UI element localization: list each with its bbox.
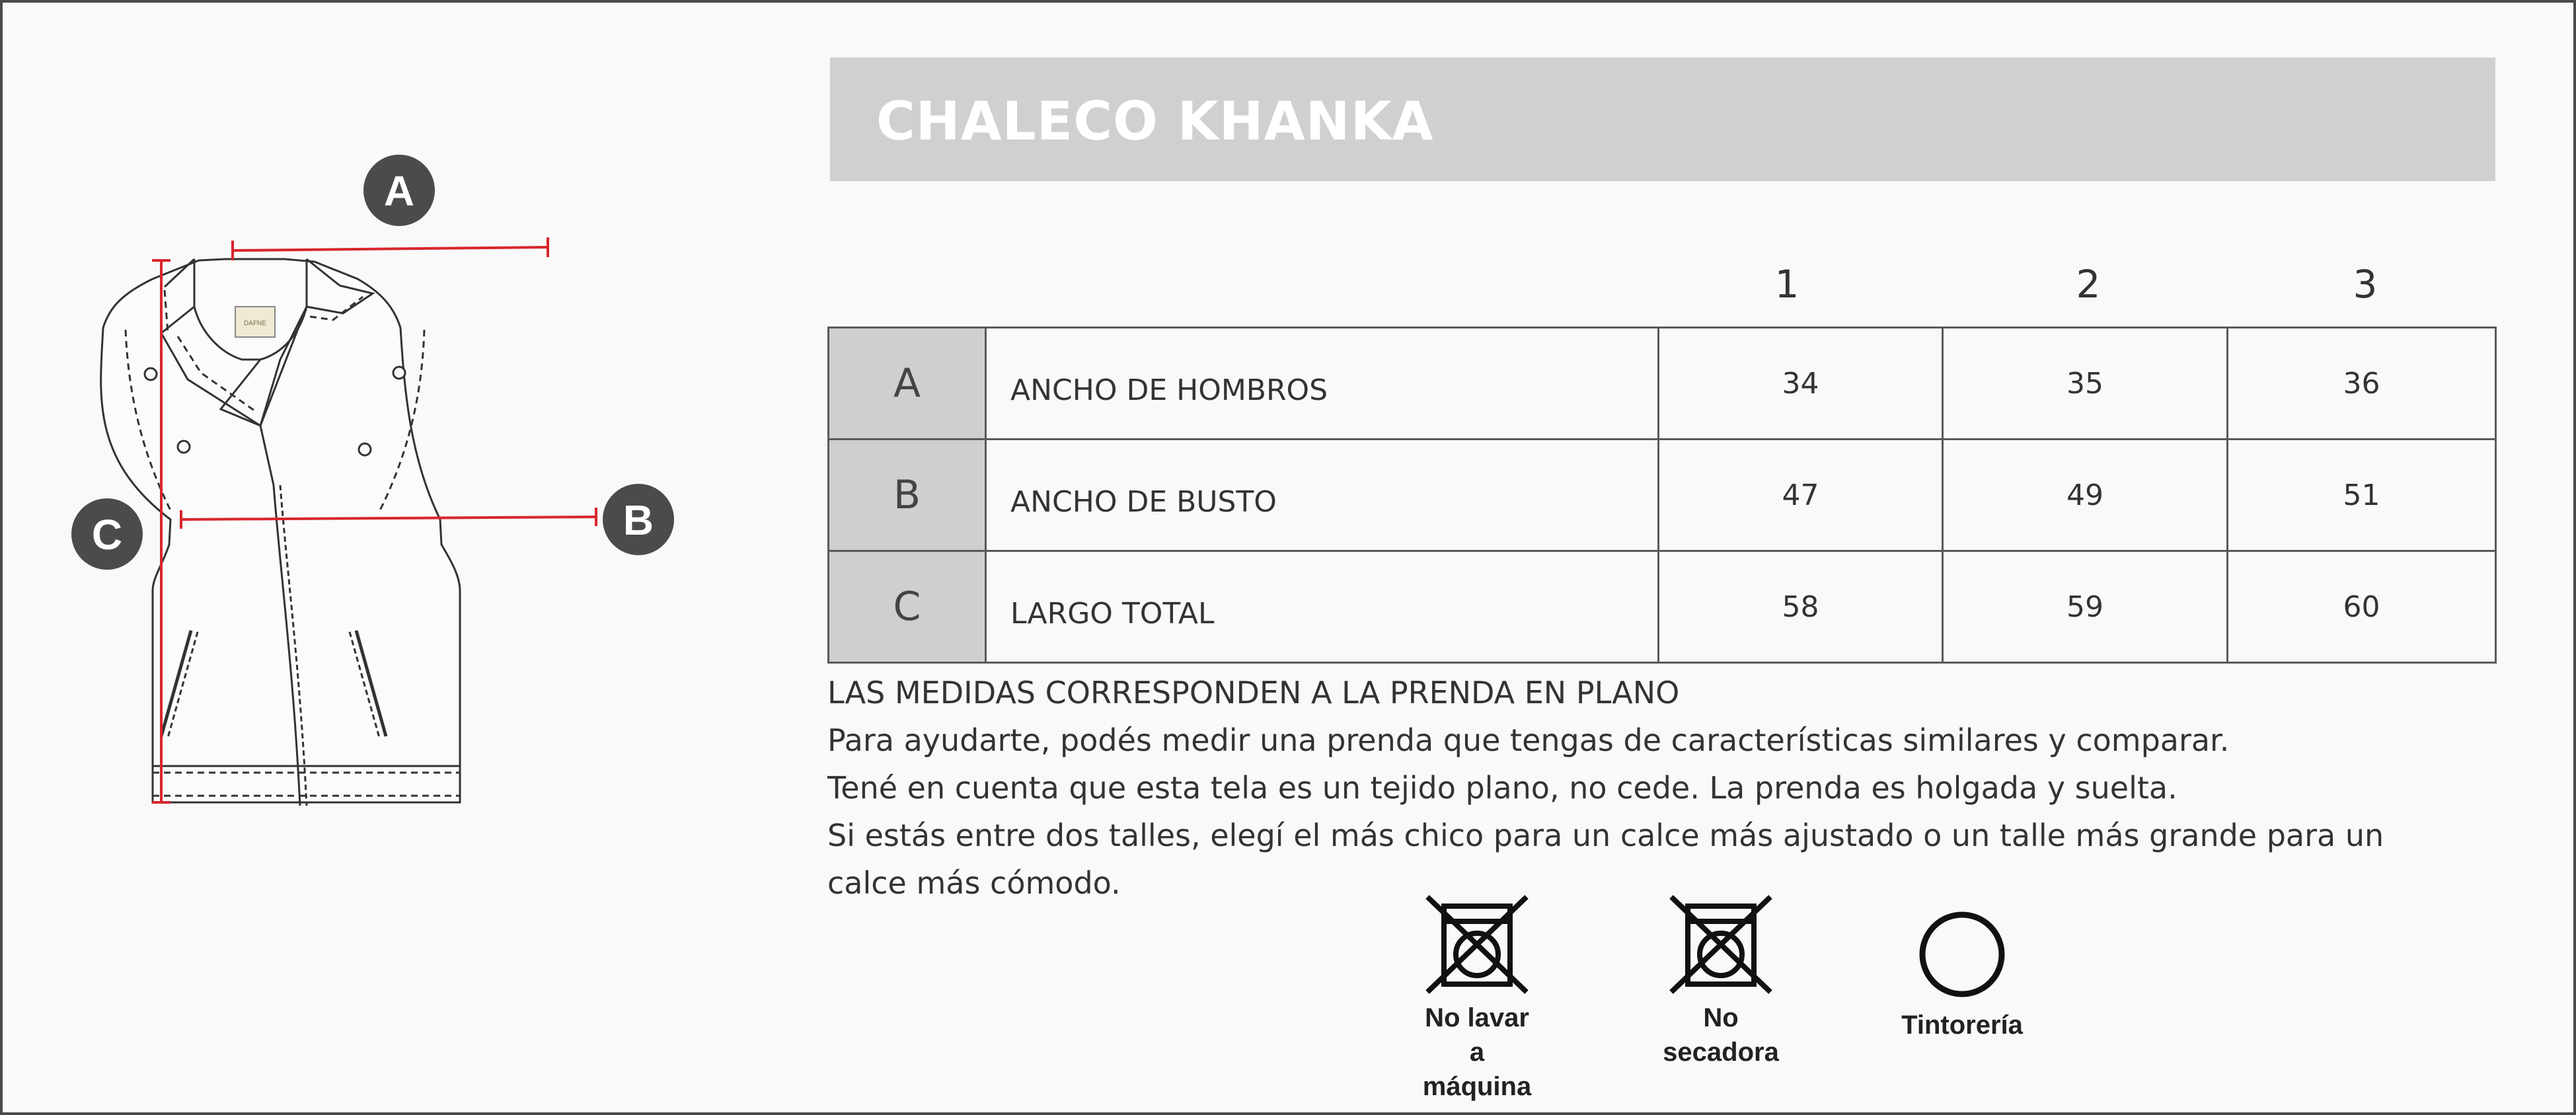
care-label-line1: Tintorería	[1901, 1011, 2023, 1040]
size-header-1: 1	[1774, 262, 1799, 307]
measure-name: ANCHO DE HOMBROS	[986, 328, 1659, 440]
neck-tag-text: DAFNE	[244, 320, 266, 327]
measure-name: LARGO TOTAL	[986, 551, 1659, 663]
notes-line: LAS MEDIDAS CORRESPONDEN A LA PRENDA EN PLANO	[827, 675, 1680, 711]
size-value: 47	[1659, 440, 1943, 551]
size-header-2: 2	[2076, 262, 2101, 307]
care-item-no-machine-wash	[1414, 892, 1540, 1104]
measure-line-a	[233, 247, 548, 250]
notes-line: Tené en cuenta que esta tela es un tejido plano, no cede. La prenda es holgada y suelta.	[827, 770, 2178, 806]
table-row	[829, 328, 2496, 440]
size-value: 51	[2228, 440, 2496, 551]
care-label-line2: secadora	[1663, 1038, 1779, 1067]
table-row	[829, 440, 2496, 551]
label-c-bubble	[71, 498, 143, 570]
no-machine-wash-icon	[1421, 892, 1533, 997]
label-b-bubble	[603, 484, 674, 555]
care-label-line1: No lavar	[1425, 1003, 1529, 1032]
notes-line: calce más cómodo.	[827, 865, 1121, 901]
label-b-text: B	[623, 496, 654, 544]
label-a-text: A	[383, 167, 415, 215]
notes-line: Si estás entre dos talles, elegí el más chico para un calce más ajustado o un talle más grande para un	[827, 818, 2384, 853]
label-c-text: C	[91, 511, 123, 558]
page-title: CHALECO KHANKA	[876, 91, 1434, 152]
size-table	[827, 327, 2497, 664]
no-dryer-icon	[1665, 892, 1777, 997]
title-bar	[830, 58, 2495, 181]
care-label-line2: a máquina	[1422, 1038, 1532, 1101]
care-item-dry-clean	[1889, 908, 2035, 1042]
row-letter: A	[829, 328, 986, 440]
label-a-bubble	[363, 155, 435, 226]
size-value: 34	[1659, 328, 1943, 440]
dry-clean-icon	[1916, 908, 2008, 1001]
vest-body-outline	[101, 259, 460, 802]
measurement-notes	[827, 669, 2413, 907]
size-value: 35	[1943, 328, 2228, 440]
size-value: 58	[1659, 551, 1943, 663]
vest-diagram	[62, 141, 683, 816]
size-header-3: 3	[2353, 262, 2378, 307]
size-value: 59	[1943, 551, 2228, 663]
care-item-no-dryer	[1658, 892, 1784, 1069]
row-letter: B	[829, 440, 986, 551]
size-value: 49	[1943, 440, 2228, 551]
table-row	[829, 551, 2496, 663]
size-value: 60	[2228, 551, 2496, 663]
notes-line: Para ayudarte, podés medir una prenda que tengas de características similares y comparar.	[827, 722, 2230, 758]
measure-name: ANCHO DE BUSTO	[986, 440, 1659, 551]
care-label-line1: No	[1703, 1003, 1739, 1032]
row-letter: C	[829, 551, 986, 663]
size-value: 36	[2228, 328, 2496, 440]
